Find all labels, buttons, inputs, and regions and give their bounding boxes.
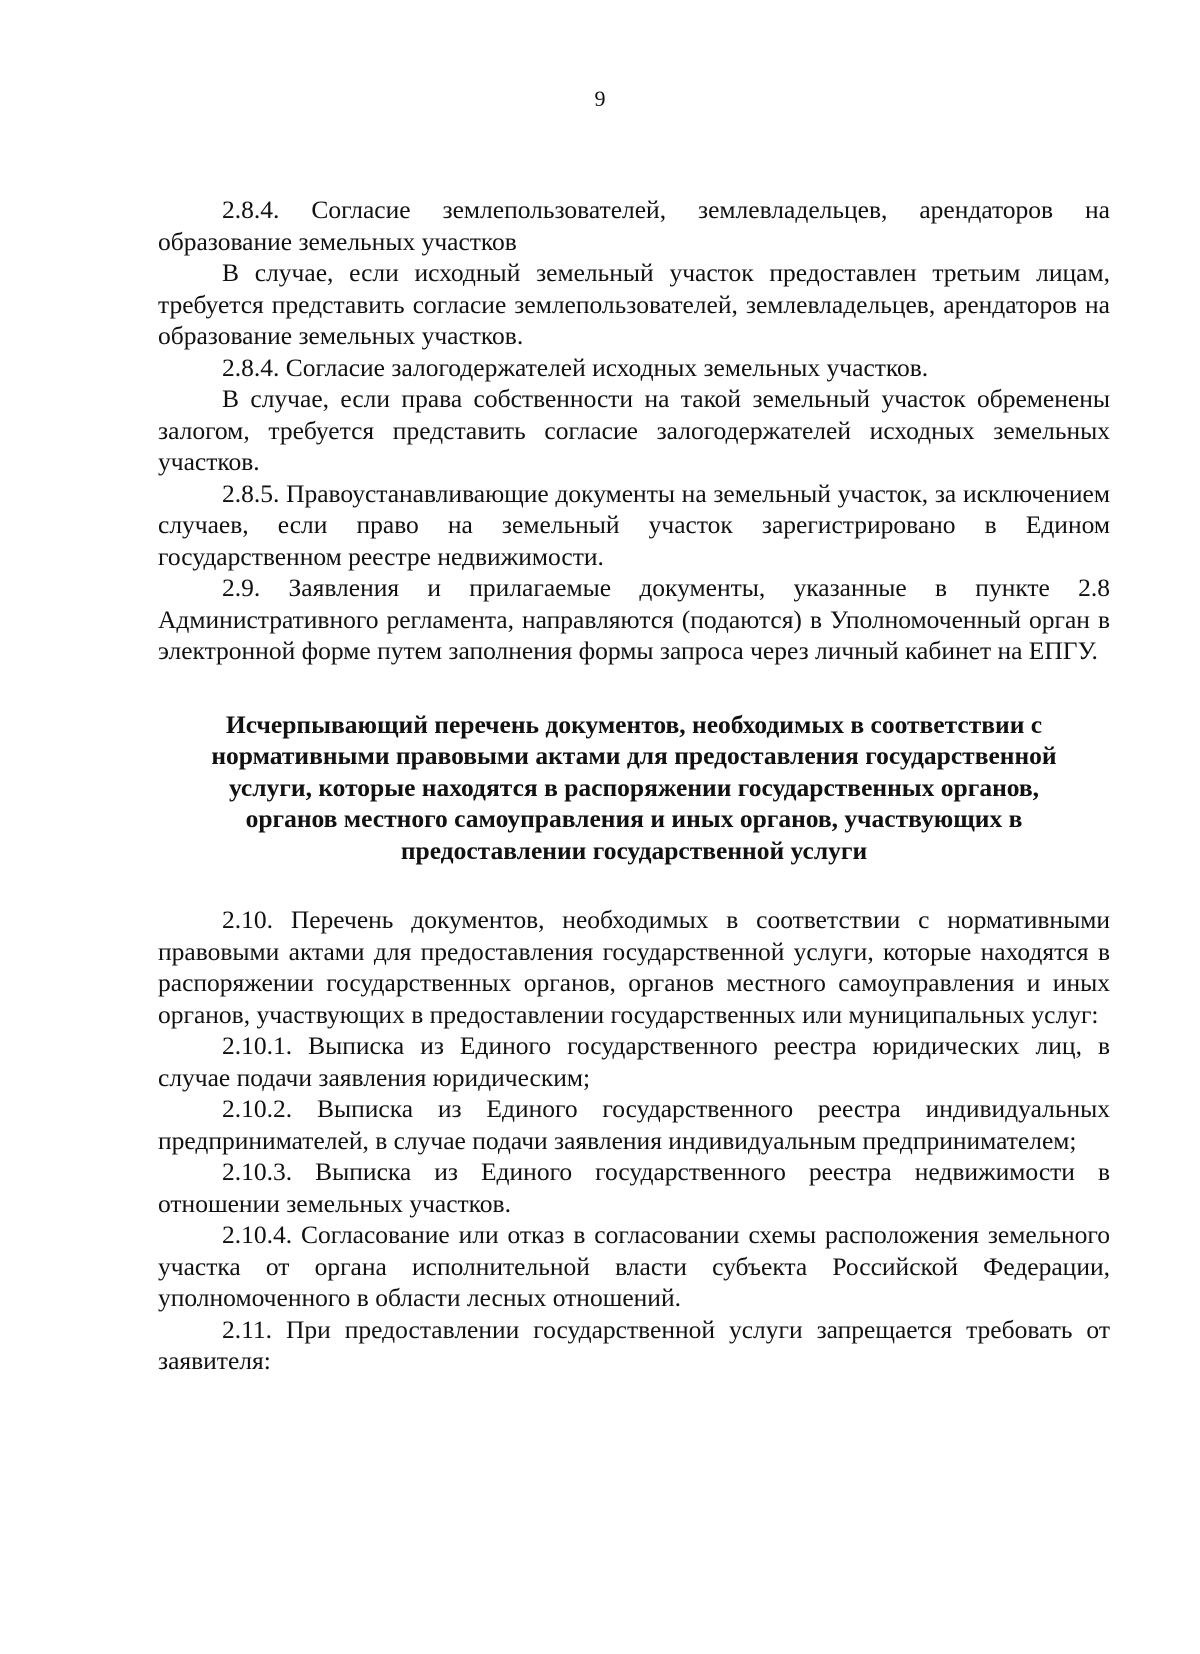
paragraph-2-8-4-consent-users: 2.8.4. Согласие землепользователей, землевладельцев, арендаторов на образование земельных участков — [158, 195, 1110, 256]
document-body — [158, 194, 1110, 1377]
paragraph-2-10-document-list: 2.10. Перечень документов, необходимых в соответствии с нормативными правовыми актами для предоставления государственной услуги, которые находятся в распоряжении государственных органов, органов местного самоуправления и иных органов, участвующих в предоставлении государственных или муниципальных услуг: — [158, 905, 1110, 1029]
paragraph-2-8-4-consent-pledgees: 2.8.4. Согласие залогодержателей исходных земельных участков. — [222, 352, 929, 382]
paragraph-2-10-1-egrul-extract: 2.10.1. Выписка из Единого государственного реестра юридических лиц, в случае подачи заявления юридическим; — [158, 1031, 1110, 1092]
section-heading: Исчерпывающий перечень документов, необходимых в соответствии с нормативными правовыми актами для предоставления государственной услуги, которые находятся в распоряжении государственных органов, органов местного самоуправления и иных органов, участвующих в предоставлении государственной услуги — [211, 709, 1057, 865]
page-number: 9 — [594, 86, 606, 111]
paragraph-2-10-4-forest-approval: 2.10.4. Согласование или отказ в согласовании схемы расположения земельного участка от органа исполнительной власти субъекта Российской Федерации, уполномоченного в области лесных отношений. — [158, 1220, 1110, 1312]
paragraph-2-10-3-egrn-extract: 2.10.3. Выписка из Единого государственного реестра недвижимости в отношении земельных участков. — [158, 1157, 1110, 1218]
paragraph-2-10-2-egrip-extract: 2.10.2. Выписка из Единого государственного реестра индивидуальных предпринимателей, в случае подачи заявления индивидуальным предпринимателем; — [158, 1094, 1110, 1155]
paragraph-pledge-encumbrance: В случае, если права собственности на такой земельный участок обременены залогом, требуется представить согласие залогодержателей исходных земельных участков. — [158, 384, 1110, 476]
paragraph-2-11-prohibition: 2.11. При предоставлении государственной услуги запрещается требовать от заявителя: — [158, 1314, 1110, 1375]
paragraph-2-9-submission: 2.9. Заявления и прилагаемые документы, указанные в пункте 2.8 Административного регламента, направляются (подаются) в Уполномоченный орган в электронной форме путем заполнения формы запроса через личный кабинет на ЕПГУ. — [158, 573, 1110, 665]
paragraph-2-8-5-title-documents: 2.8.5. Правоустанавливающие документы на земельный участок, за исключением случаев, если право на земельный участок зарегистрировано в Едином государственном реестре недвижимости. — [158, 478, 1110, 571]
paragraph-third-parties: В случае, если исходный земельный участок предоставлен третьим лицам, требуется представить согласие землепользователей, землевладельцев, арендаторов на образование земельных участков. — [158, 258, 1110, 350]
